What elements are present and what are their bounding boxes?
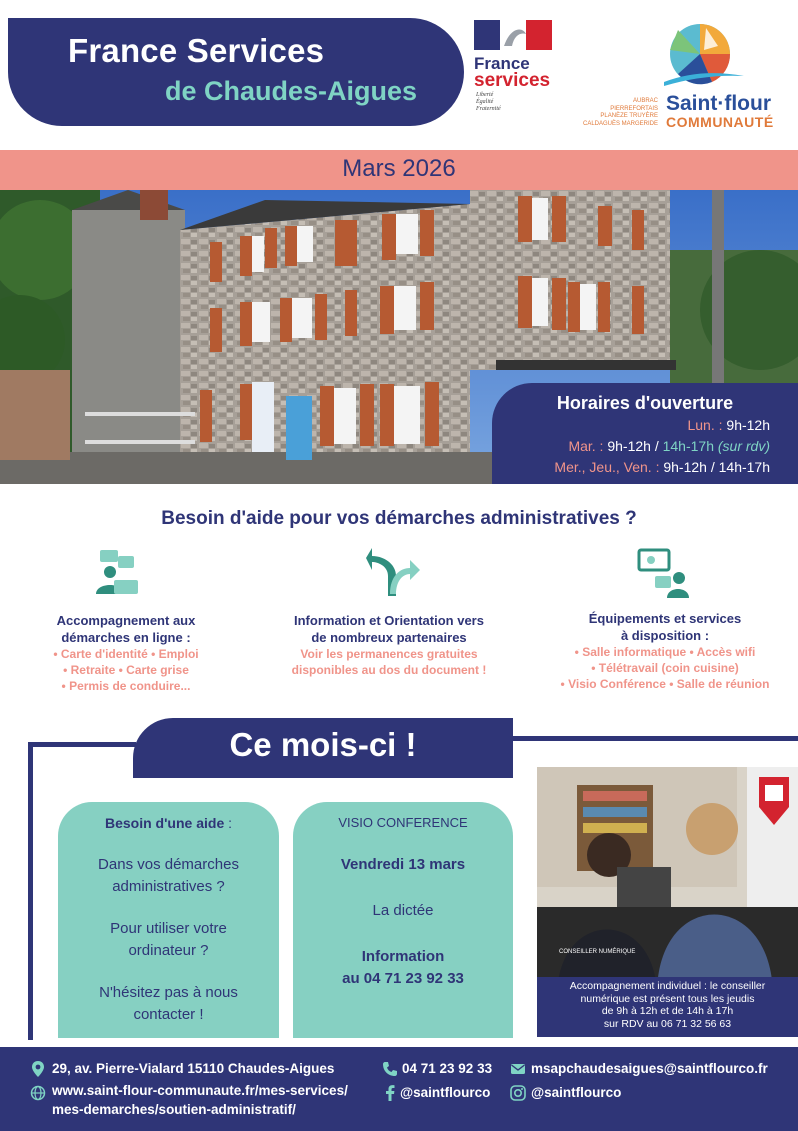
facebook-icon <box>382 1085 398 1101</box>
hours-wed-fri: Mer., Jeu., Ven. : 9h-12h / 14h-17h <box>554 459 770 475</box>
hours-tuesday: Mar. : 9h-12h / 14h-17h (sur rdv) <box>568 438 770 454</box>
divider-line-left <box>28 742 136 747</box>
globe-icon <box>30 1085 46 1101</box>
online-help-icon <box>92 546 142 596</box>
this-month-title: Ce mois-ci ! <box>229 726 417 763</box>
republic-motto: Liberté Égalité Fraternité <box>476 92 501 112</box>
online-help-column: Accompagnement aux démarches en ligne : • Carte d'identité • Emploi • Retraite • Carte grise • Permis de conduire... <box>53 613 199 693</box>
footer-website-line2[interactable]: mes-demarches/soutien-administratif/ <box>52 1102 296 1117</box>
footer-instagram[interactable]: @saintflourco <box>531 1085 622 1100</box>
saint-flour-name: Saint·flour <box>666 92 771 115</box>
help-section-title: Besoin d'aide pour vos démarches administratives ? <box>161 508 637 529</box>
hours-monday: Lun. : 9h-12h <box>687 417 770 433</box>
communes-list: AUBRAC PIERREFORTAIS PLANÈZE TRUYÈRE CALDAGUÈS MARGERIDE <box>582 98 658 127</box>
equipment-icon <box>637 548 689 598</box>
divider-line-right <box>512 736 798 741</box>
phone-icon <box>382 1061 398 1077</box>
marianne-logo <box>474 20 554 50</box>
page-title: France Services <box>68 32 325 69</box>
saint-flour-communaute: COMMUNAUTÉ <box>666 114 774 130</box>
footer-address: 29, av. Pierre-Vialard 15110 Chaudes-Aigues <box>52 1061 335 1076</box>
footer-facebook[interactable]: @saintflourco <box>400 1085 491 1100</box>
photo-caption: Accompagnement individuel : le conseiller numérique est présent tous les jeudis de 9h à 12h et de 14h à 17h sur RDV au 06 71 32 56 63 <box>537 977 798 1037</box>
divider-line-vertical <box>28 742 33 1040</box>
fs-logo-line2: services <box>474 70 551 91</box>
fs-logo-line1: France <box>474 54 530 73</box>
orientation-arrows-icon <box>366 548 420 598</box>
footer-website-line1[interactable]: www.saint-flour-communaute.fr/mes-services/ <box>52 1083 348 1098</box>
opening-hours-title: Horaires d'ouverture <box>556 393 734 413</box>
footer-phone[interactable]: 04 71 23 92 33 <box>402 1061 493 1076</box>
saint-flour-logo-icon <box>660 20 746 96</box>
email-icon <box>510 1061 526 1077</box>
orientation-column: Information et Orientation vers de nombreux partenaires Voir les permanences gratuites disponibles au dos du document ! <box>291 613 487 677</box>
month-label: Mars 2026 <box>342 155 456 182</box>
instagram-icon <box>510 1085 526 1101</box>
equipment-column: Équipements et services à disposition : • Salle informatique • Accès wifi • Télétravail (coin cuisine) • Visio Conférence • Salle de réunion <box>560 611 770 691</box>
visio-card: VISIO CONFERENCE Vendredi 13 mars La dictée Information au 04 71 23 92 33 <box>293 802 513 1038</box>
footer-email[interactable]: msapchaudesaigues@saintflourco.fr <box>531 1061 768 1076</box>
help-card: Besoin d'une aide : Dans vos démarches administratives ? Pour utiliser votre ordinateur ? N'hésitez pas à nous contacter ! <box>58 802 279 1038</box>
page-subtitle: de Chaudes-Aigues <box>165 76 418 106</box>
location-pin-icon <box>30 1061 46 1077</box>
shirt-text: CONSEILLER NUMÉRIQUE <box>559 949 636 955</box>
